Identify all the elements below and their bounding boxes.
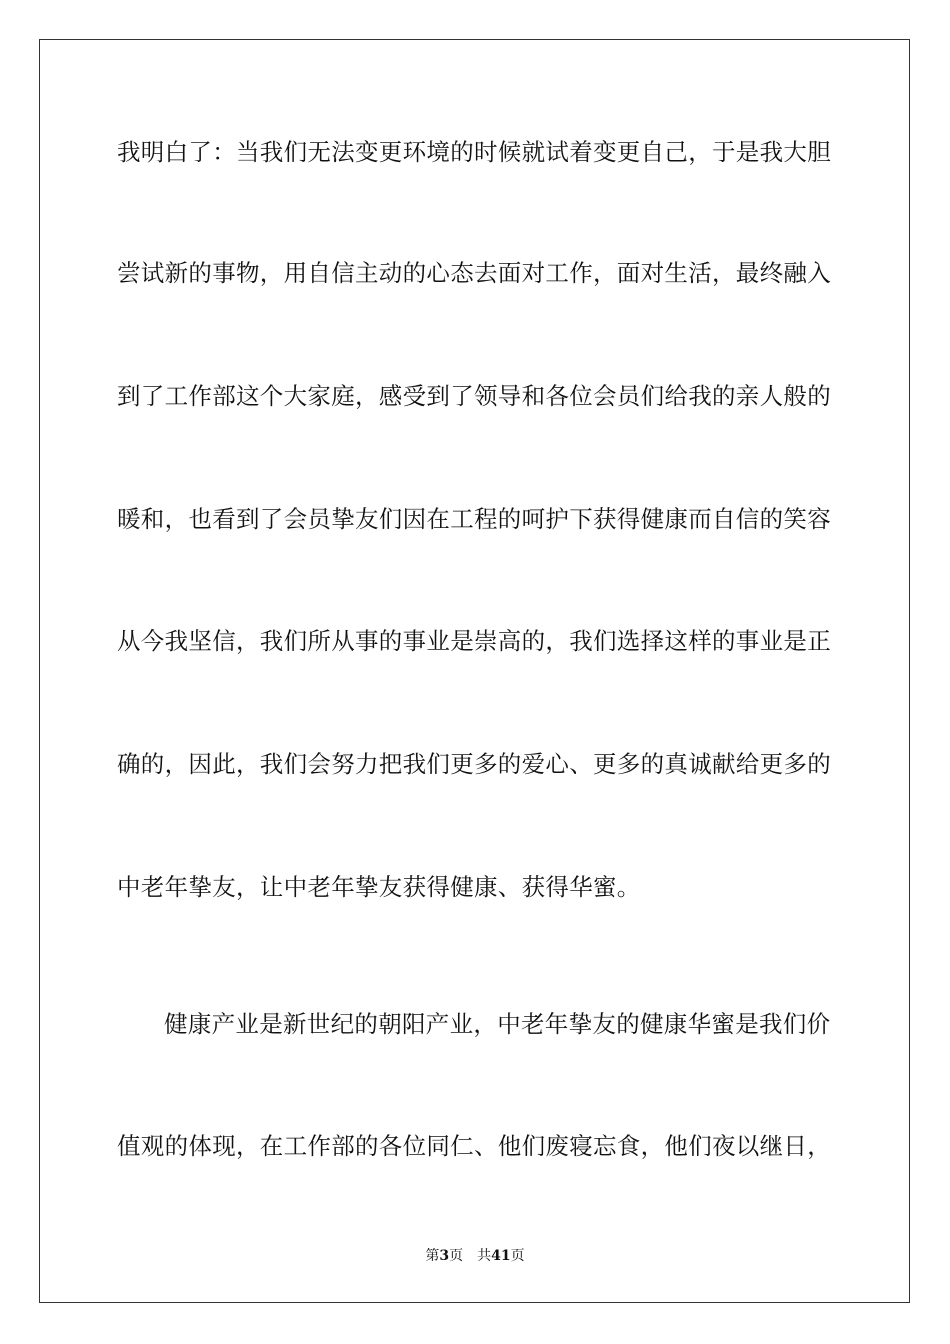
total-suffix: 页 (510, 1248, 525, 1264)
page-number: 3 (439, 1248, 450, 1264)
text-line: 中老年挚友，让中老年挚友获得健康、获得华蜜。 (117, 873, 641, 901)
page-prefix: 第 (425, 1248, 440, 1264)
page-footer (0, 1247, 950, 1265)
text-line: 暖和，也看到了会员挚友们因在工程的呵护下获得健康而自信的笑容 (117, 505, 831, 533)
text-line: 尝试新的事物，用自信主动的心态去面对工作，面对生活，最终融入 (117, 259, 831, 287)
text-line: 从今我坚信，我们所从事的事业是崇高的，我们选择这样的事业是正 (117, 627, 831, 655)
total-prefix: 共 (477, 1248, 492, 1264)
text-line: 值观的体现，在工作部的各位同仁、他们废寝忘食，他们夜以继日， (117, 1132, 831, 1160)
text-line: 到了工作部这个大家庭，感受到了领导和各位会员们给我的亲人般的 (117, 382, 831, 410)
paragraph-first-line: 健康产业是新世纪的朝阳产业，中老年挚友的健康华蜜是我们价 (164, 1010, 831, 1038)
text-line: 我明白了：当我们无法变更环境的时候就试着变更自己，于是我大胆 (117, 138, 831, 166)
text-line: 确的，因此，我们会努力把我们更多的爱心、更多的真诚献给更多的 (117, 750, 831, 778)
page-border (39, 39, 910, 1303)
total-pages: 41 (491, 1248, 511, 1264)
page-suffix: 页 (449, 1248, 464, 1264)
